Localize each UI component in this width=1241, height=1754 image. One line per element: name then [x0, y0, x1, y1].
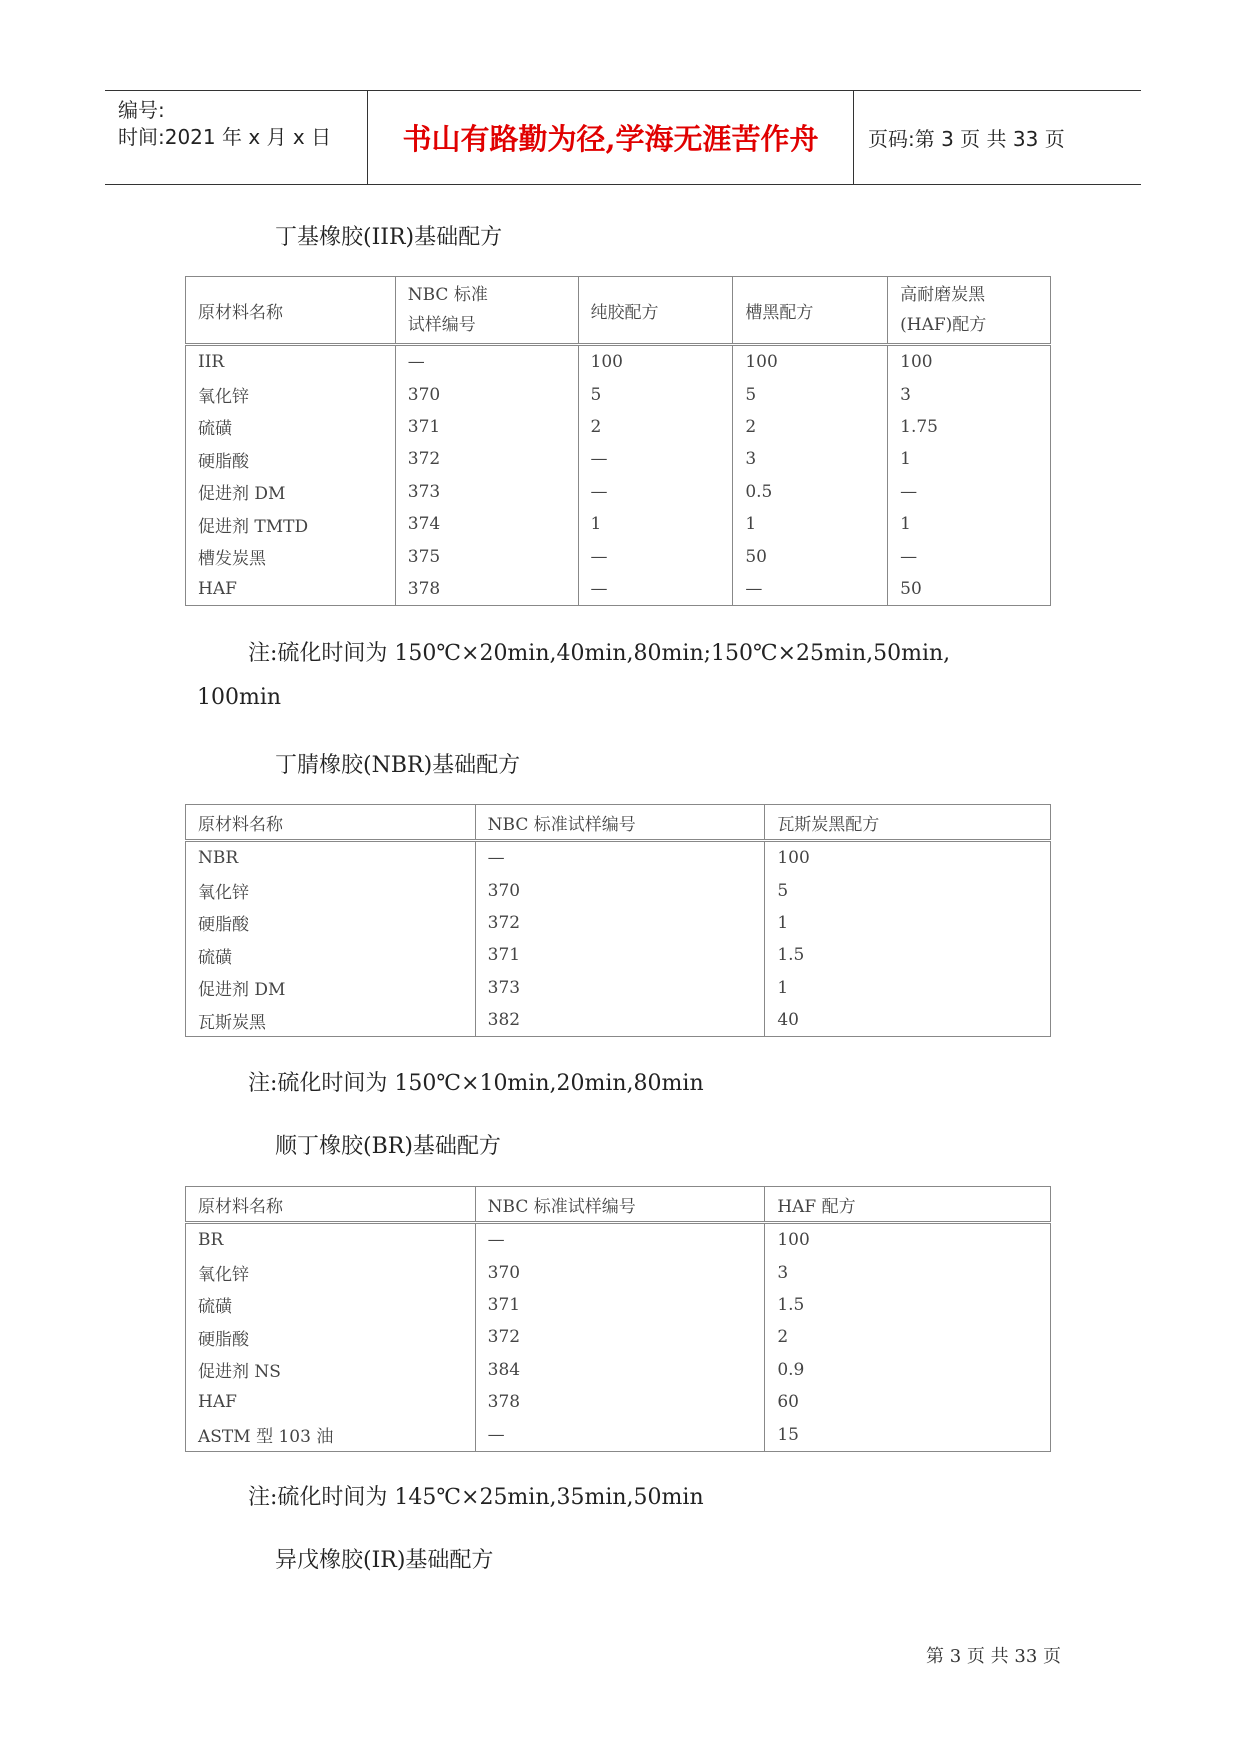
column-header [578, 277, 733, 345]
table-cell: — [888, 540, 1051, 572]
table-cell: HAF [186, 1386, 476, 1418]
section-note: 注:硫化时间为 150℃×10min,20min,80min [248, 1071, 704, 1096]
table-cell: 371 [395, 411, 578, 443]
table-cell: 硫磺 [186, 939, 476, 971]
table-cell: — [475, 841, 765, 875]
table-cell: 瓦斯炭黑 [186, 1004, 476, 1037]
table-row [186, 411, 1051, 443]
table-row [186, 378, 1051, 410]
table-cell: 2 [578, 411, 733, 443]
table-cell: HAF [186, 573, 396, 606]
table-row [186, 540, 1051, 572]
column-header-line: 原材料名称 [198, 814, 283, 835]
table-row [186, 1386, 1051, 1418]
column-header [475, 805, 765, 841]
table-cell: — [733, 573, 888, 606]
column-header [186, 1187, 476, 1223]
table-cell: IIR [186, 345, 396, 379]
number-label: 编号: [118, 98, 165, 122]
table-cell: 1 [888, 443, 1051, 475]
table-row [186, 841, 1051, 875]
table-cell: 372 [475, 1321, 765, 1353]
column-header-line: 纯胶配方 [590, 302, 659, 323]
table-cell: 氧化锌 [186, 1256, 476, 1288]
formula-table [185, 804, 1051, 1037]
column-header [186, 805, 476, 841]
section-title: 顺丁橡胶(BR)基础配方 [275, 1134, 501, 1159]
table-cell: 1 [765, 907, 1051, 939]
table-row [186, 1004, 1051, 1037]
column-header-line: 试样编号 [407, 315, 476, 335]
table-row [186, 345, 1051, 379]
table-cell: 硫磺 [186, 411, 396, 443]
column-header [733, 277, 888, 345]
table-header-row [186, 277, 1051, 345]
table-cell: — [475, 1418, 765, 1451]
column-header-line: 瓦斯炭黑配方 [777, 814, 880, 835]
table-header-row [186, 805, 1051, 841]
table-row [186, 874, 1051, 906]
table-cell: 40 [765, 1004, 1051, 1037]
table-cell: — [888, 476, 1051, 508]
table-row [186, 573, 1051, 606]
table-cell: 5 [765, 874, 1051, 906]
section-title: 异戊橡胶(IR)基础配方 [275, 1548, 494, 1573]
column-header-line: NBC 标准 [407, 285, 488, 305]
table-cell: 100 [888, 345, 1051, 379]
formula-table [185, 276, 1051, 606]
table-row [186, 1418, 1051, 1451]
table-cell: 100 [765, 841, 1051, 875]
table-cell: 3 [888, 378, 1051, 410]
table-cell: 374 [395, 508, 578, 540]
table-cell: 375 [395, 540, 578, 572]
table-cell: 促进剂 DM [186, 972, 476, 1004]
table-cell: — [578, 540, 733, 572]
column-header-line: 槽黑配方 [745, 302, 814, 323]
table-cell: 硬脂酸 [186, 443, 396, 475]
header-meta [105, 91, 368, 184]
table-row [186, 1354, 1051, 1386]
table-cell: 5 [733, 378, 888, 410]
table-cell: 1.75 [888, 411, 1051, 443]
column-header [765, 1187, 1051, 1223]
time-label: 时间:2021 年 x 月 x 日 [118, 125, 332, 149]
column-header [395, 277, 578, 345]
table-cell: 3 [733, 443, 888, 475]
table-cell: 371 [475, 939, 765, 971]
table-cell: 0.5 [733, 476, 888, 508]
header-page-code: 页码:第 3 页 共 33 页 [868, 127, 1065, 151]
section-title: 丁腈橡胶(NBR)基础配方 [275, 753, 521, 778]
column-header-line: 高耐磨炭黑 [900, 285, 986, 305]
table-header-row [186, 1187, 1051, 1223]
table-cell: 60 [765, 1386, 1051, 1418]
table-cell: 373 [395, 476, 578, 508]
table-cell: 372 [475, 907, 765, 939]
table-cell: 2 [765, 1321, 1051, 1353]
table-cell: BR [186, 1223, 476, 1257]
page-footer: 第 3 页 共 33 页 [926, 1646, 1061, 1667]
table-cell: 100 [578, 345, 733, 379]
table-cell: 371 [475, 1289, 765, 1321]
column-header [765, 805, 1051, 841]
table-cell: 370 [395, 378, 578, 410]
table-cell: 373 [475, 972, 765, 1004]
table-cell: 100 [733, 345, 888, 379]
section-note: 注:硫化时间为 145℃×25min,35min,50min [248, 1485, 704, 1510]
table-cell: — [578, 573, 733, 606]
column-header [475, 1187, 765, 1223]
section-note-continued: 100min [197, 685, 282, 710]
table-cell: 378 [475, 1386, 765, 1418]
table-row [186, 907, 1051, 939]
column-header-line: NBC 标准试样编号 [487, 814, 636, 835]
table-cell: 氧化锌 [186, 378, 396, 410]
table-cell: — [395, 345, 578, 379]
section-note: 注:硫化时间为 150℃×20min,40min,80min;150℃×25min,50min, [248, 641, 951, 666]
table-row [186, 508, 1051, 540]
table-cell: 1.5 [765, 1289, 1051, 1321]
table-cell: 50 [888, 573, 1051, 606]
table-cell: 370 [475, 874, 765, 906]
table-cell: NBR [186, 841, 476, 875]
table-cell: 1.5 [765, 939, 1051, 971]
table-cell: — [475, 1223, 765, 1257]
table-cell: 硬脂酸 [186, 907, 476, 939]
table-cell: 1 [765, 972, 1051, 1004]
table-cell: 15 [765, 1418, 1051, 1451]
table-cell: 50 [733, 540, 888, 572]
column-header [186, 277, 396, 345]
table-cell: 氧化锌 [186, 874, 476, 906]
column-header [888, 277, 1051, 345]
table-cell: 2 [733, 411, 888, 443]
table-cell: 1 [733, 508, 888, 540]
table-cell: — [578, 443, 733, 475]
table-row [186, 1223, 1051, 1257]
formula-table [185, 1186, 1051, 1452]
table-cell: 3 [765, 1256, 1051, 1288]
table-cell: 1 [578, 508, 733, 540]
table-row [186, 1321, 1051, 1353]
table-cell: 促进剂 TMTD [186, 508, 396, 540]
table-cell: 槽发炭黑 [186, 540, 396, 572]
table-cell: 382 [475, 1004, 765, 1037]
table-cell: ASTM 型 103 油 [186, 1418, 476, 1451]
table-row [186, 443, 1051, 475]
table-cell: 384 [475, 1354, 765, 1386]
table-cell: 0.9 [765, 1354, 1051, 1386]
table-row [186, 1256, 1051, 1288]
table-cell: 促进剂 NS [186, 1354, 476, 1386]
table-cell: 378 [395, 573, 578, 606]
table-row [186, 476, 1051, 508]
table-cell: 372 [395, 443, 578, 475]
table-row [186, 972, 1051, 1004]
column-header-line: 原材料名称 [198, 302, 283, 323]
section-title: 丁基橡胶(IIR)基础配方 [275, 225, 503, 250]
document-header [105, 90, 1141, 185]
table-cell: 370 [475, 1256, 765, 1288]
table-cell: 促进剂 DM [186, 476, 396, 508]
column-header-line: 原材料名称 [198, 1196, 283, 1217]
column-header-line: NBC 标准试样编号 [487, 1196, 636, 1217]
table-cell: — [578, 476, 733, 508]
table-cell: 硬脂酸 [186, 1321, 476, 1353]
column-header-line: (HAF)配方 [900, 315, 987, 335]
table-cell: 1 [888, 508, 1051, 540]
table-row [186, 1289, 1051, 1321]
table-cell: 100 [765, 1223, 1051, 1257]
table-cell: 硫磺 [186, 1289, 476, 1321]
table-row [186, 939, 1051, 971]
header-motto: 书山有路勤为径,学海无涯苦作舟 [368, 91, 854, 184]
table-cell: 5 [578, 378, 733, 410]
column-header-line: HAF 配方 [777, 1196, 856, 1217]
